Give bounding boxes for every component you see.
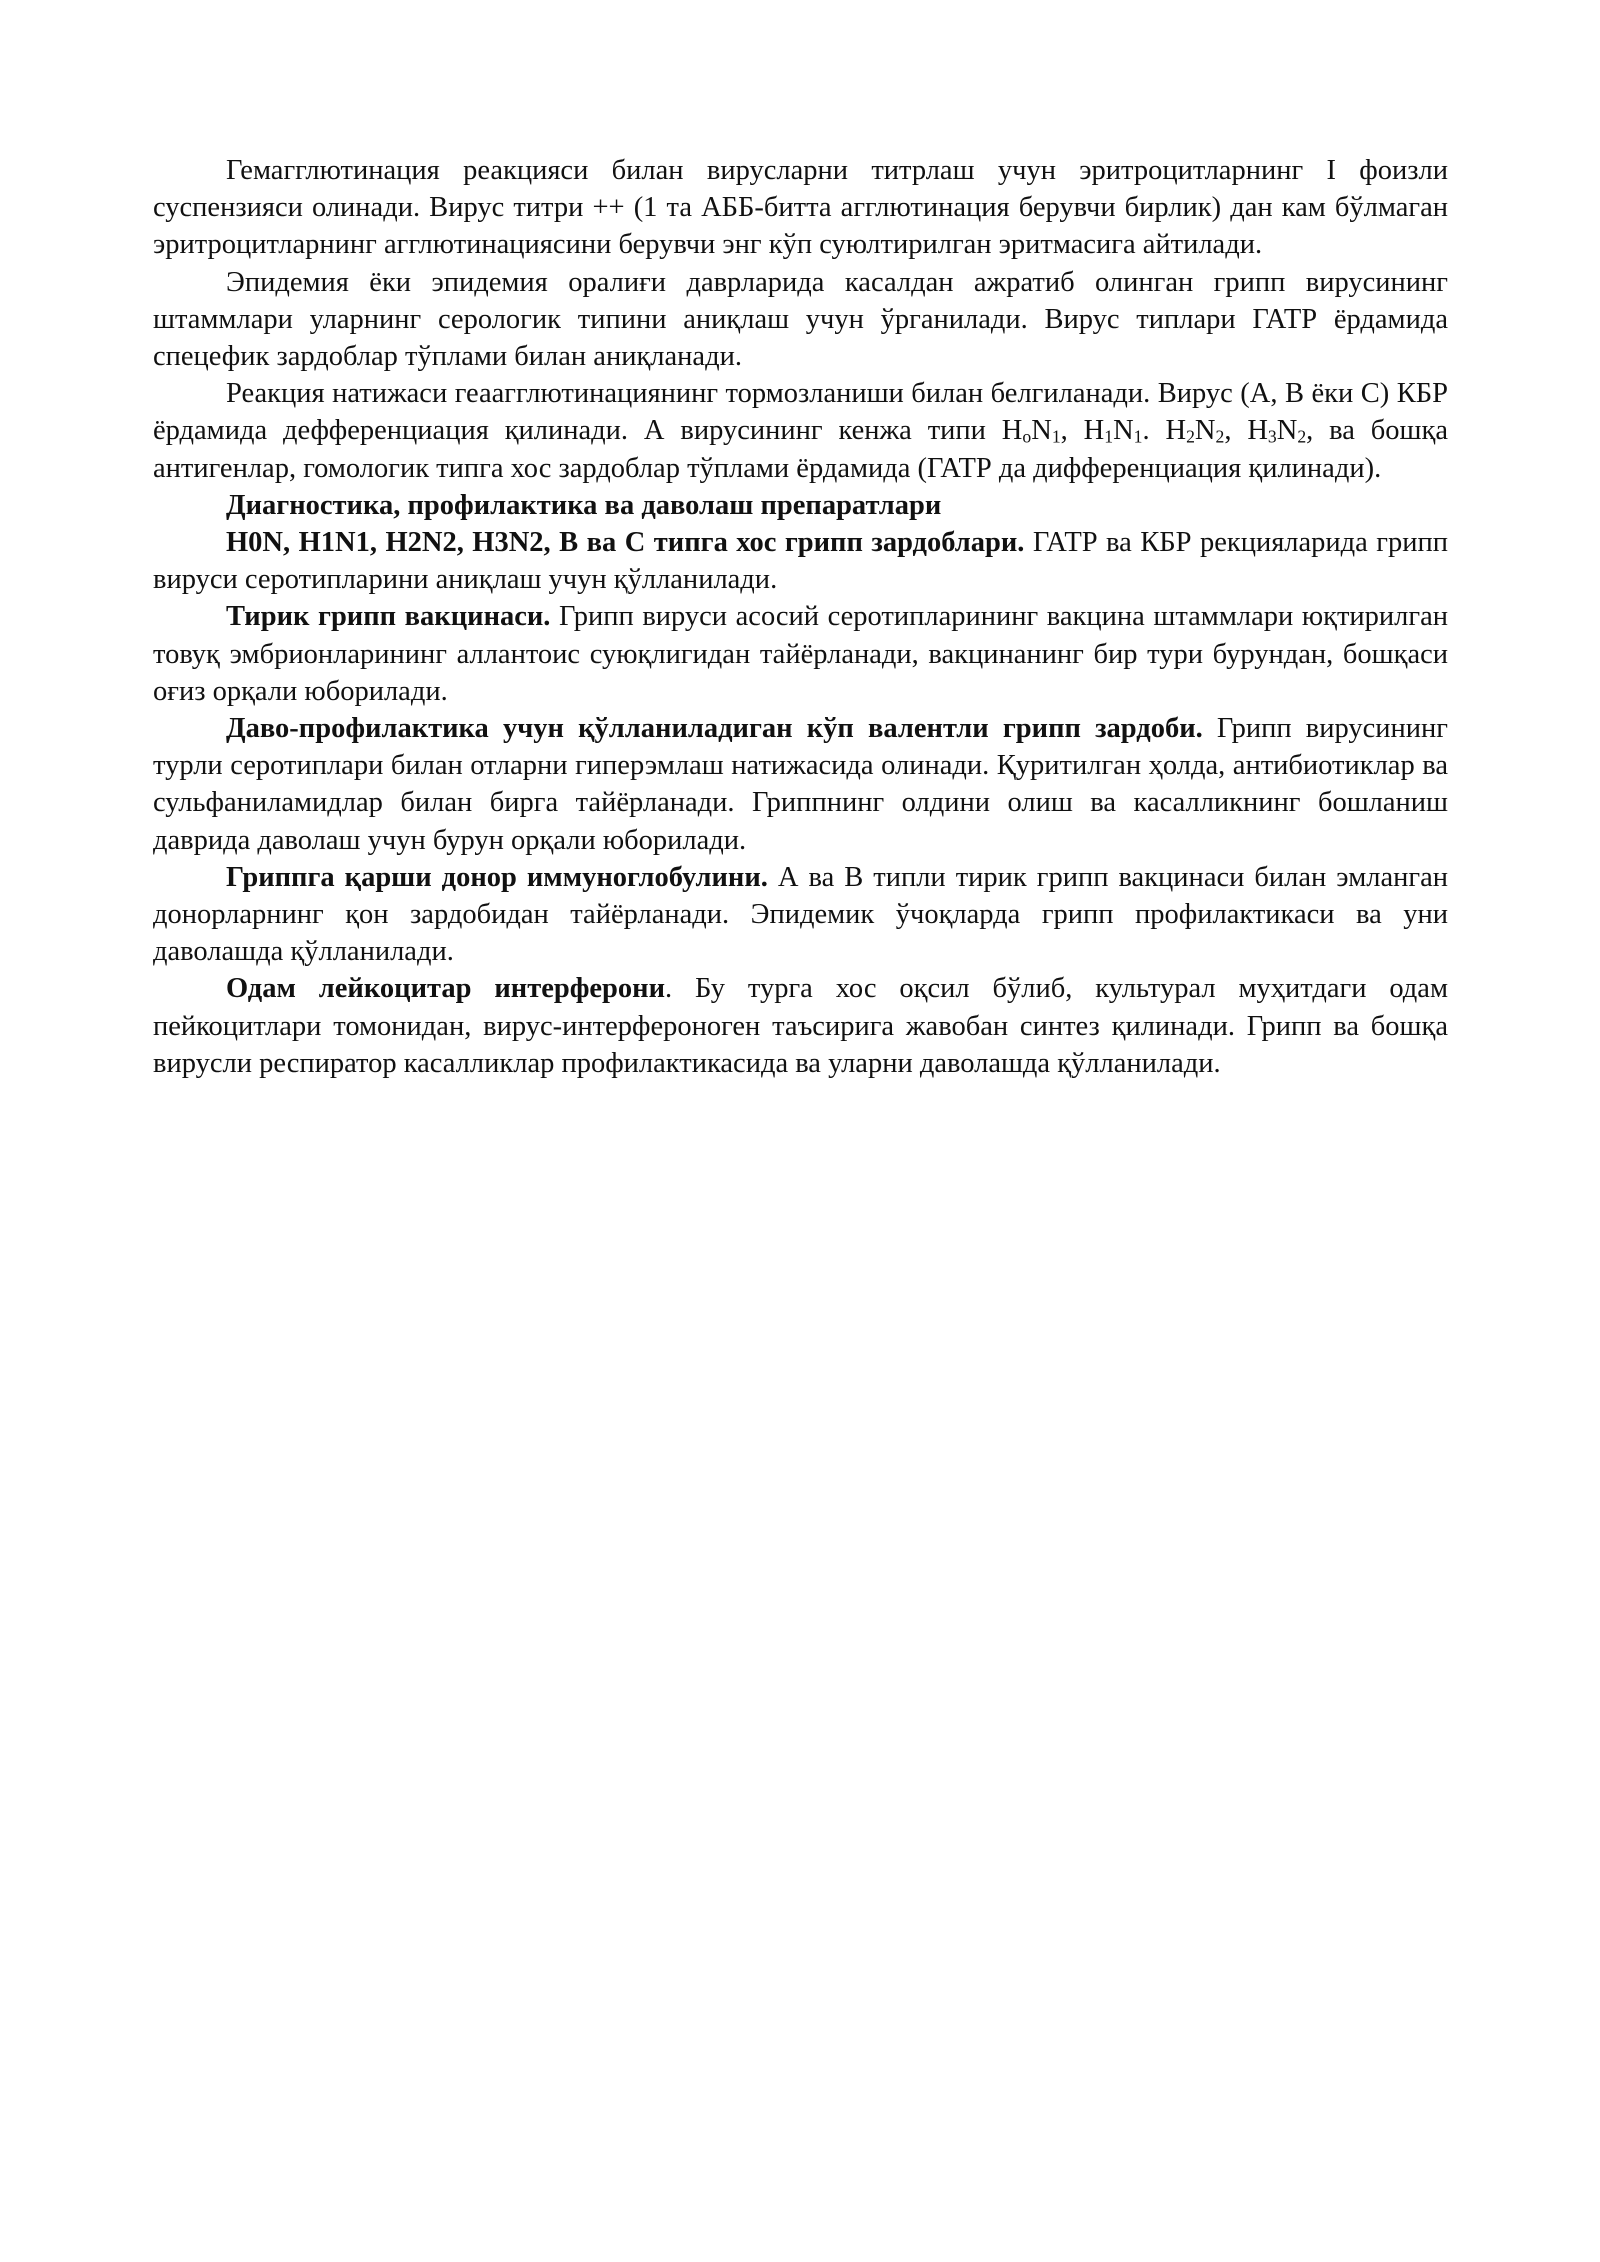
term-description: Грипп вирусининг турли серотиплари билан отларни гиперэмлаш натижасида олинади. Қуритилган ҳолда, антибиотиклар ва сульфаниламидлар билан бирга тайёрланади. Гриппнинг олдини олиш ва касалликнинг бошланиш даврида даволаш учун бурун орқали юборилади. — [153, 713, 1448, 856]
paragraph-hemagglutination: Гемагглютинация реакцияси билан вирусларни титрлаш учун эритроцитларнинг I фоизли суспензияси олинади. Вирус титри ++ (1 та АББ-битта агглютинация берувчи бирлик) дан кам бўлмаган эритроцитларнинг агглютинациясини берувчи энг кўп суюлтирилган эритмасига айтилади. — [153, 155, 1448, 261]
paragraph-influenza-sera — [153, 524, 1448, 598]
section-heading: Диагностика, профилактика ва даволаш препаратлари — [226, 489, 942, 521]
paragraph-leukocyte-interferon — [153, 970, 1448, 1082]
subscript: 2 — [1215, 426, 1225, 447]
subscript: 1 — [1051, 426, 1061, 447]
text-run: Реакция натижаси геаагглютинациянинг тормозланиши билан белгиланади. Вирус (А, В ёки С) КБР ёрдамида дефференциация қилинади. А вирусининг кенжа типи Н — [153, 378, 1448, 447]
subscript: 3 — [1267, 426, 1277, 447]
term-bold: Тирик грипп вакцинаси. — [226, 601, 551, 633]
subscript: o — [1022, 426, 1032, 447]
paragraph-live-vaccine — [153, 598, 1448, 710]
text-run: N — [1031, 415, 1052, 447]
paragraph-reaction-result — [153, 375, 1448, 487]
term-description: . Бу турга хос оқсил бўлиб, культурал муҳитдаги одам пейкоцитлари томонидан, вирус-интерфероноген таъсирига жавобан синтез қилинади. Грипп ва бошқа вирусли респиратор касалликлар профилактикасида ва уларни даволашда қўлланилади. — [153, 973, 1448, 1079]
term-bold: Одам лейкоцитар интерферони — [226, 973, 666, 1005]
paragraph-donor-immunoglobulin — [153, 859, 1448, 971]
text-run: N — [1113, 415, 1134, 447]
document-page — [153, 152, 1448, 1082]
term-bold: Даво-профилактика учун қўлланиладиган кўп валентли грипп зардоби. — [226, 713, 1203, 745]
term-description: ГАТР ва КБР рекцияларида грипп вируси серотипларини аниқлаш учун қўлланилади. — [153, 527, 1448, 596]
term-bold: Гриппга қарши донор иммуноглобулини. — [226, 861, 768, 893]
subscript: 1 — [1104, 426, 1114, 447]
term-bold: H0N, H1N1, H2N2, H3N2, В ва С типга хос грипп зардоблари. — [226, 527, 1025, 559]
paragraph-polyvalent-serum — [153, 710, 1448, 859]
text-run: N — [1194, 415, 1216, 447]
term-description: Грипп вируси асосий серотипларининг вакцина штаммлари юқтирилган товуқ эмбрионларининг аллантоис суюқлигидан тайёрланади, вакцинанинг бир тури бурундан, бошқаси оғиз орқали юборилади. — [153, 601, 1448, 707]
subscript: 2 — [1297, 426, 1307, 447]
text-run: , Н — [1224, 415, 1268, 447]
text-run: N — [1276, 415, 1298, 447]
term-description: А ва В типли тирик грипп вакцинаси билан эмланган донорларнинг қон зардобидан тайёрланади. Эпидемик ўчоқларда грипп профилактикаси ва уни даволашда қўлланилади. — [153, 861, 1449, 968]
text-run: , ва бошқа антигенлар, гомологик типга хос зардоблар тўплами ёрдамида (ГАТР да дифференциация қилинади). — [153, 415, 1448, 484]
subscript: 1 — [1133, 426, 1143, 447]
text-run: . Н — [1142, 415, 1187, 447]
paragraph-epidemic-strains: Эпидемия ёки эпидемия оралиғи даврларида касалдан ажратиб олинган грипп вирусининг штаммлари уларнинг серологик типини аниқлаш учун ўрганилади. Вирус типлари ГАТР ёрдамида спецефик зардоблар тўплами билан аниқланади. — [153, 266, 1448, 373]
text-run: , Н — [1060, 415, 1105, 447]
subscript: 2 — [1186, 426, 1195, 447]
